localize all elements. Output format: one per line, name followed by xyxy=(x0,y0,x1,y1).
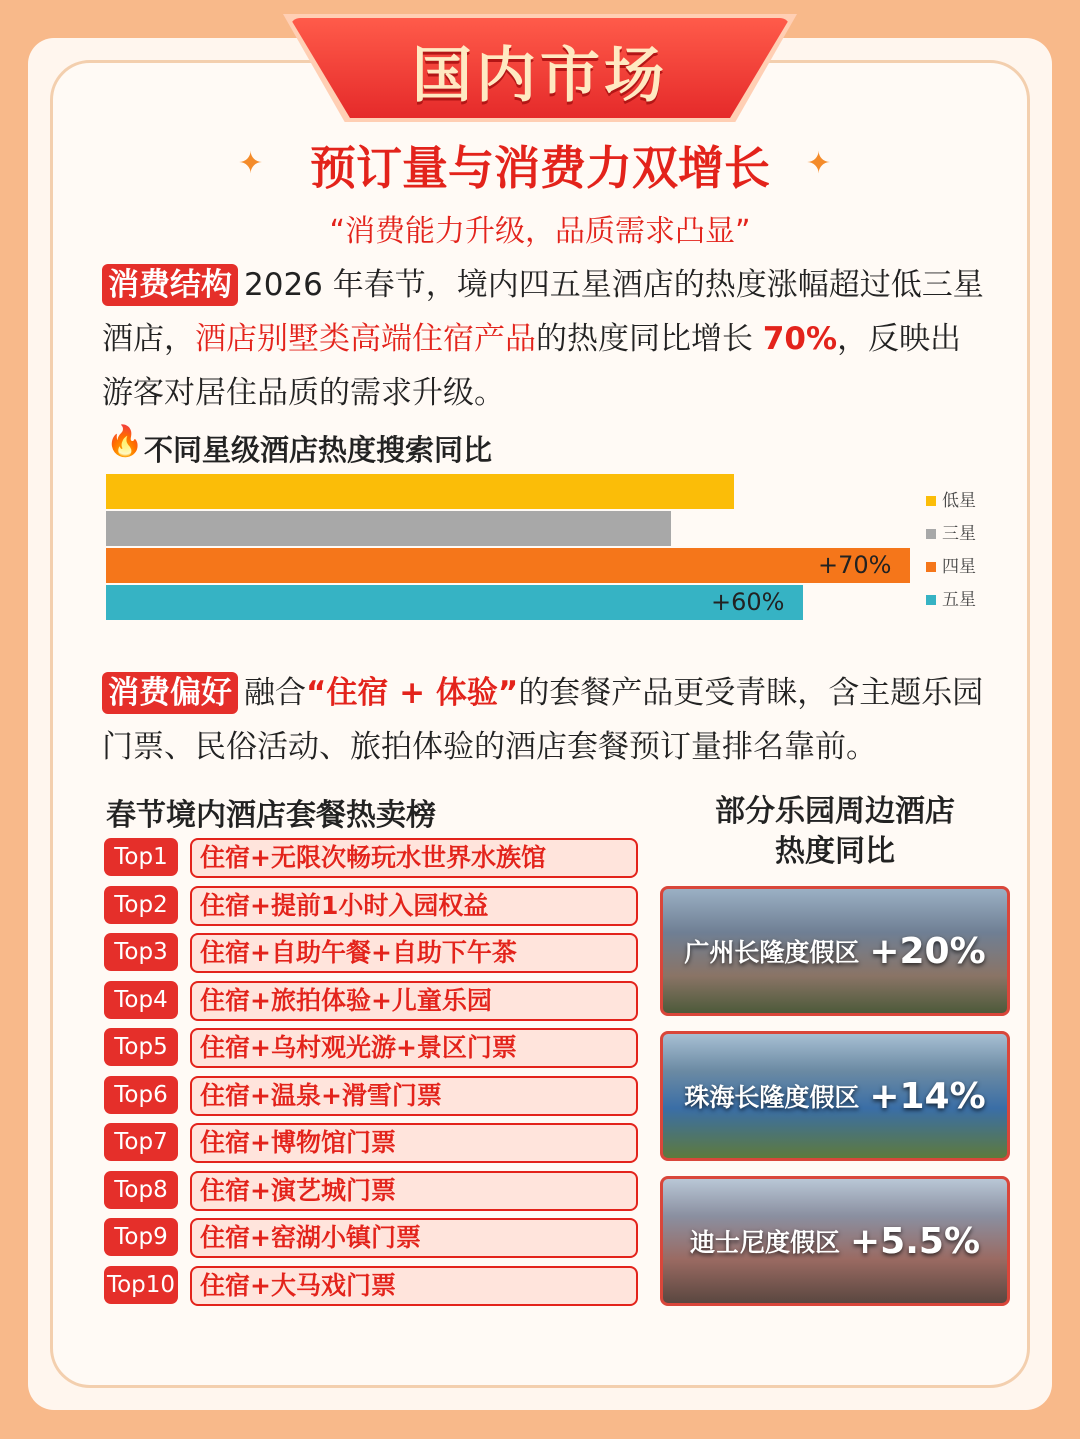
flame-icon: 🔥 xyxy=(106,424,144,459)
subtitle: “消费能力升级，品质需求凸显” xyxy=(329,214,751,249)
consumption-structure-tag: 消费结构 xyxy=(102,264,238,306)
bar-三星 xyxy=(106,511,671,546)
park-name: 珠海长隆度假区 xyxy=(684,1083,860,1112)
park-card-label xyxy=(663,889,1007,1013)
rank-badge: Top8 xyxy=(104,1171,178,1209)
para-text: 的热度同比增长 xyxy=(536,321,763,357)
package-name: 住宿+大马戏门票 xyxy=(190,1266,638,1306)
package-name: 住宿+乌村观光游+景区门票 xyxy=(190,1028,638,1068)
package-name: 住宿+提前1小时入园权益 xyxy=(190,886,638,926)
bar-label: +70% xyxy=(818,551,892,579)
package-name: 住宿+无限次畅玩水世界水族馆 xyxy=(190,838,638,878)
legend-swatch xyxy=(926,595,936,605)
legend-item xyxy=(926,519,976,544)
rank-badge: Top1 xyxy=(104,838,178,876)
bar-五星 xyxy=(106,585,803,620)
rank-badge: Top3 xyxy=(104,933,178,971)
para-text: ，反映出游客对居住品质的需求升级。 xyxy=(102,321,962,411)
park-percent: +14% xyxy=(869,1075,986,1117)
headline: 预订量与消费力双增长 xyxy=(310,141,770,195)
legend-label: 低星 xyxy=(942,491,976,511)
package-name: 住宿+旅拍体验+儿童乐园 xyxy=(190,981,638,1021)
rank-badge: Top4 xyxy=(104,981,178,1019)
para-text: 融合 xyxy=(244,675,306,711)
park-percent: +20% xyxy=(869,930,986,972)
consumption-preference-paragraph xyxy=(102,666,992,774)
bar-四星 xyxy=(106,548,910,583)
legend-swatch xyxy=(926,562,936,572)
park-name: 广州长隆度假区 xyxy=(684,938,860,967)
rank-badge: Top7 xyxy=(104,1123,178,1161)
rank-badge: Top6 xyxy=(104,1076,178,1114)
package-name: 住宿+温泉+滑雪门票 xyxy=(190,1076,638,1116)
bar-低星 xyxy=(106,474,734,509)
park-name: 迪士尼度假区 xyxy=(689,1228,840,1257)
rank-badge: Top10 xyxy=(104,1266,178,1304)
sparkle-icon: ✦ xyxy=(238,146,264,181)
ranking-title: 春节境内酒店套餐热卖榜 xyxy=(106,798,436,833)
legend-swatch xyxy=(926,529,936,539)
package-name: 住宿+博物馆门票 xyxy=(190,1123,638,1163)
legend-label: 四星 xyxy=(942,557,976,577)
package-name: 住宿+窑湖小镇门票 xyxy=(190,1218,638,1258)
banner-title: 国内市场 xyxy=(412,41,668,111)
sparkle-icon: ✦ xyxy=(806,146,832,181)
rank-badge: Top5 xyxy=(104,1028,178,1066)
rank-badge: Top9 xyxy=(104,1218,178,1256)
bar-label: +60% xyxy=(711,588,785,616)
legend-label: 五星 xyxy=(942,590,976,610)
park-card-label xyxy=(663,1034,1007,1158)
parks-title-line: 部分乐园周边酒店 xyxy=(715,794,955,829)
package-name: 住宿+自助午餐+自助下午茶 xyxy=(190,933,638,973)
legend-item xyxy=(926,486,976,511)
rank-badge: Top2 xyxy=(104,886,178,924)
legend-label: 三星 xyxy=(942,524,976,544)
park-card xyxy=(660,886,1010,1016)
legend-swatch xyxy=(926,496,936,506)
para-text: 的套餐产品更受青睐，含主题乐园门票、民俗活动、旅拍体验的酒店套餐预订量排名靠前。 xyxy=(102,675,984,765)
park-card xyxy=(660,1176,1010,1306)
para-highlight: 酒店别墅类高端住宿产品 xyxy=(195,321,536,357)
park-percent: +5.5% xyxy=(850,1220,981,1262)
park-card xyxy=(660,1031,1010,1161)
package-name: 住宿+演艺城门票 xyxy=(190,1171,638,1211)
consumption-preference-tag: 消费偏好 xyxy=(102,672,238,714)
park-card-label xyxy=(663,1179,1007,1303)
legend-item xyxy=(926,585,976,610)
chart-title: 不同星级酒店热度搜索同比 xyxy=(144,433,493,467)
consumption-structure-paragraph xyxy=(102,258,992,420)
parks-title xyxy=(700,792,970,872)
parks-title-line: 热度同比 xyxy=(775,834,895,869)
legend-item xyxy=(926,552,976,577)
para-percent: 70% xyxy=(762,321,838,357)
para-highlight: “住宿 + 体验” xyxy=(306,675,519,711)
para-text: 2026 年春节，境内四五星酒店的热度涨幅超过低三星酒店， xyxy=(102,267,984,357)
